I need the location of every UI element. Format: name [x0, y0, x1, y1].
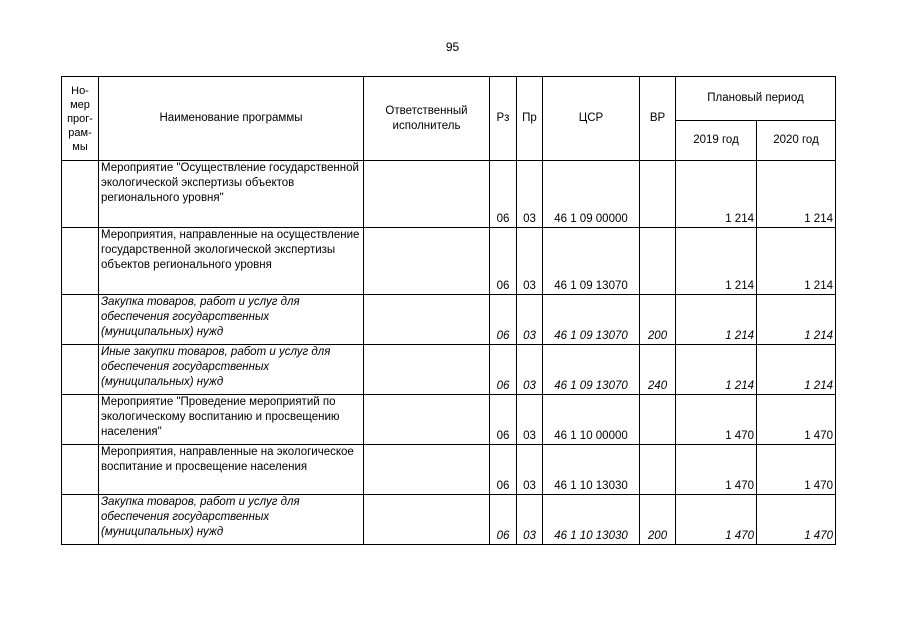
- header-planning-period: Плановый период: [676, 77, 836, 121]
- executor-cell: [364, 445, 490, 495]
- table-row: [62, 395, 836, 445]
- table-row: [62, 295, 836, 345]
- rz-cell: 06: [490, 445, 517, 495]
- header-csr: ЦСР: [543, 77, 640, 161]
- amount-2019-cell: 1 470: [676, 495, 757, 545]
- header-program-number: Но- мер прог- рам- мы: [62, 77, 99, 161]
- pr-cell: 03: [517, 345, 543, 395]
- header-rz: Рз: [490, 77, 517, 161]
- page-number: 95: [445, 40, 460, 54]
- csr-cell: 46 1 10 00000: [543, 395, 640, 445]
- amount-2019-cell: 1 214: [676, 345, 757, 395]
- executor-cell: [364, 495, 490, 545]
- rz-cell: 06: [490, 161, 517, 228]
- pr-cell: 03: [517, 295, 543, 345]
- table-row: [62, 495, 836, 545]
- csr-cell: 46 1 09 13070: [543, 345, 640, 395]
- rz-cell: 06: [490, 345, 517, 395]
- pr-cell: 03: [517, 395, 543, 445]
- vr-cell: 240: [640, 345, 676, 395]
- table-row: [62, 445, 836, 495]
- amount-2020-cell: 1 470: [757, 445, 836, 495]
- vr-cell: 200: [640, 295, 676, 345]
- executor-cell: [364, 161, 490, 228]
- program-number-cell: [62, 161, 99, 228]
- header-program-name: Наименование программы: [99, 77, 364, 161]
- amount-2020-cell: 1 214: [757, 295, 836, 345]
- amount-2020-cell: 1 214: [757, 228, 836, 295]
- program-number-cell: [62, 228, 99, 295]
- program-name-cell: Мероприятия, направленные на экологическое воспитание и просвещение населения: [99, 445, 364, 495]
- header-year-2020: 2020 год: [757, 121, 836, 161]
- rz-cell: 06: [490, 395, 517, 445]
- table-row: [62, 161, 836, 228]
- program-name-cell: Мероприятие "Проведение мероприятий по экологическому воспитанию и просвещению населения": [99, 395, 364, 445]
- csr-cell: 46 1 09 13070: [543, 228, 640, 295]
- csr-cell: 46 1 09 13070: [543, 295, 640, 345]
- header-pr: Пр: [517, 77, 543, 161]
- header-executor: Ответственный исполнитель: [364, 77, 490, 161]
- rz-cell: 06: [490, 228, 517, 295]
- executor-cell: [364, 395, 490, 445]
- budget-table: [61, 76, 836, 545]
- amount-2019-cell: 1 470: [676, 445, 757, 495]
- amount-2020-cell: 1 214: [757, 161, 836, 228]
- pr-cell: 03: [517, 495, 543, 545]
- pr-cell: 03: [517, 161, 543, 228]
- executor-cell: [364, 295, 490, 345]
- rz-cell: 06: [490, 495, 517, 545]
- vr-cell: 200: [640, 495, 676, 545]
- program-number-cell: [62, 495, 99, 545]
- program-number-cell: [62, 395, 99, 445]
- program-name-cell: Мероприятия, направленные на осуществление государственной экологической экспертизы объектов регионального уровня: [99, 228, 364, 295]
- table-row: [62, 228, 836, 295]
- vr-cell: [640, 445, 676, 495]
- program-number-cell: [62, 445, 99, 495]
- amount-2019-cell: 1 214: [676, 228, 757, 295]
- amount-2019-cell: 1 214: [676, 161, 757, 228]
- amount-2020-cell: 1 470: [757, 395, 836, 445]
- program-name-cell: Иные закупки товаров, работ и услуг для обеспечения государственных (муниципальных) нужд: [99, 345, 364, 395]
- table-row: [62, 345, 836, 395]
- header-year-2019: 2019 год: [676, 121, 757, 161]
- csr-cell: 46 1 10 13030: [543, 495, 640, 545]
- amount-2020-cell: 1 214: [757, 345, 836, 395]
- pr-cell: 03: [517, 445, 543, 495]
- vr-cell: [640, 228, 676, 295]
- rz-cell: 06: [490, 295, 517, 345]
- executor-cell: [364, 228, 490, 295]
- amount-2020-cell: 1 470: [757, 495, 836, 545]
- amount-2019-cell: 1 214: [676, 295, 757, 345]
- executor-cell: [364, 345, 490, 395]
- pr-cell: 03: [517, 228, 543, 295]
- amount-2019-cell: 1 470: [676, 395, 757, 445]
- program-number-cell: [62, 345, 99, 395]
- vr-cell: [640, 395, 676, 445]
- program-name-cell: Закупка товаров, работ и услуг для обеспечения государственных (муниципальных) нужд: [99, 495, 364, 545]
- csr-cell: 46 1 10 13030: [543, 445, 640, 495]
- program-name-cell: Мероприятие "Осуществление государственной экологической экспертизы объектов регионального уровня": [99, 161, 364, 228]
- header-vr: ВР: [640, 77, 676, 161]
- program-name-cell: Закупка товаров, работ и услуг для обеспечения государственных (муниципальных) нужд: [99, 295, 364, 345]
- vr-cell: [640, 161, 676, 228]
- csr-cell: 46 1 09 00000: [543, 161, 640, 228]
- program-number-cell: [62, 295, 99, 345]
